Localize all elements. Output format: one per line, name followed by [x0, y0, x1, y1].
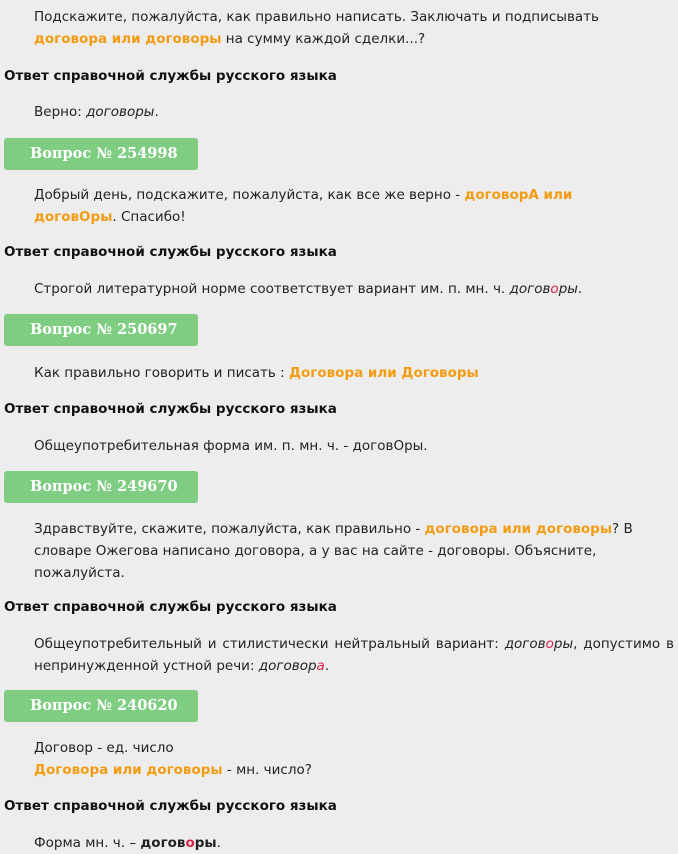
question-text — [34, 6, 674, 50]
answer-text-part: Верно: — [34, 104, 87, 120]
question-text-part: - мн. число? — [222, 762, 312, 778]
answer-bold: догов — [140, 835, 186, 851]
answer-text-part: . — [577, 281, 583, 297]
answer-bold: ры — [194, 835, 217, 851]
answer-text — [34, 832, 674, 854]
question-text-part: ? В словаре Ожегова написано договора, а у вас на сайте - договоры. Объясните, пожалуйста. — [34, 521, 633, 581]
question-text-part: Здравствуйте, скажите, пожалуйста, как правильно - — [34, 521, 425, 537]
question-text-part: Добрый день, подскажите, пожалуйста, как все же верно - — [34, 187, 465, 203]
question-text — [34, 362, 674, 384]
question-badge[interactable]: Вопрос № 249670 — [4, 471, 198, 503]
answer-heading: Ответ справочной службы русского языка — [4, 68, 337, 84]
stress-letter: о — [545, 636, 554, 652]
answer-heading: Ответ справочной службы русского языка — [4, 798, 337, 814]
answer-text — [34, 633, 674, 677]
question-highlight: Договора или Договоры — [289, 365, 479, 381]
answer-italic: договоры — [86, 104, 155, 120]
answer-italic: догов — [504, 636, 546, 652]
question-badge[interactable]: Вопрос № 254998 — [4, 138, 198, 170]
answer-heading: Ответ справочной службы русского языка — [4, 401, 337, 417]
answer-text-part: Форма мн. ч. – — [34, 835, 141, 851]
answer-text-part: Строгой литературной норме соответствует вариант им. п. мн. ч. — [34, 281, 510, 297]
answer-text-part: . — [154, 104, 159, 120]
question-text — [34, 737, 674, 781]
answer-text-part: . — [216, 835, 221, 851]
question-text-part: на сумму каждой сделки...? — [221, 31, 426, 47]
question-highlight: Договора или договоры — [34, 762, 223, 778]
answer-italic: догов — [509, 281, 551, 297]
question-text — [34, 184, 654, 228]
answer-italic: договор — [258, 658, 317, 674]
question-text-part: Договор - ед. число — [34, 740, 174, 756]
answer-italic: ры — [553, 636, 574, 652]
answer-text — [34, 278, 674, 300]
question-highlight: договорА или договОры — [34, 187, 573, 225]
question-highlight: договора или договоры — [34, 31, 222, 47]
question-highlight: договора или договоры — [424, 521, 613, 537]
answer-text: Общеупотребительная форма им. п. мн. ч. - договОры. — [34, 438, 428, 454]
answer-text-part: Общеупотребительный и стилистически нейтральный вариант: — [34, 636, 505, 652]
stress-letter: о — [185, 835, 195, 851]
answer-text-part: . — [324, 658, 330, 674]
question-badge[interactable]: Вопрос № 240620 — [4, 690, 198, 722]
question-badge[interactable]: Вопрос № 250697 — [4, 314, 198, 346]
stress-letter: а — [316, 658, 325, 674]
answer-italic: ры — [558, 281, 578, 297]
question-text-part: Подскажите, пожалуйста, как правильно написать. Заключать и подписывать — [34, 9, 600, 25]
question-text-part: . Спасибо! — [112, 209, 186, 225]
stress-letter: о — [550, 281, 559, 297]
answer-text-part: , допустимо в непринужденной устной речи: — [34, 636, 674, 674]
answer-heading: Ответ справочной службы русского языка — [4, 244, 337, 260]
question-text — [34, 518, 654, 584]
question-text-part: Как правильно говорить и писать : — [34, 365, 289, 381]
answer-heading: Ответ справочной службы русского языка — [4, 599, 337, 615]
answer-text — [34, 101, 674, 123]
